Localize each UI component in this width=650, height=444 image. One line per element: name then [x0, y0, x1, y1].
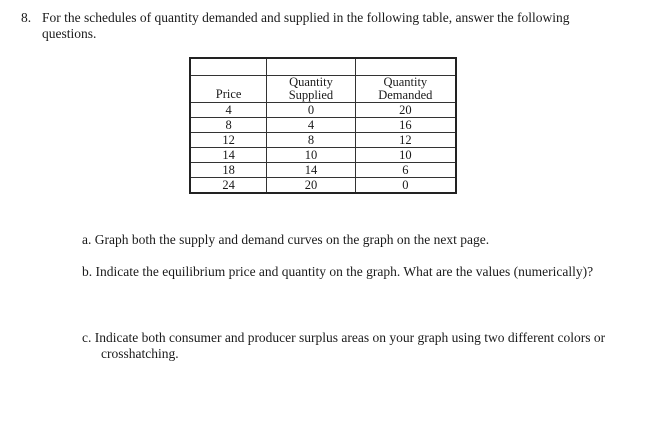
demanded-cell: 10 — [355, 148, 456, 163]
table-row — [190, 178, 456, 194]
supplied-cell: 0 — [267, 103, 355, 118]
price-cell: 18 — [190, 163, 267, 178]
table-cell-empty — [267, 58, 355, 76]
header-price: Price — [190, 76, 267, 103]
demanded-cell: 6 — [355, 163, 456, 178]
header-quantity-supplied: Quantity Supplied — [267, 76, 355, 103]
table-cell-empty — [355, 58, 456, 76]
price-cell: 4 — [190, 103, 267, 118]
header-quantity-demanded: Quantity Demanded — [355, 76, 456, 103]
table-row — [190, 148, 456, 163]
supply-demand-schedule-table — [189, 57, 457, 194]
supplied-cell: 10 — [267, 148, 355, 163]
question-prompt: For the schedules of quantity demanded and supplied in the following table, answer the following questions. — [42, 10, 570, 41]
supplied-cell: 8 — [267, 133, 355, 148]
table-row — [190, 103, 456, 118]
price-cell: 14 — [190, 148, 267, 163]
table-row — [190, 118, 456, 133]
table-cell-empty — [190, 58, 267, 76]
price-cell: 24 — [190, 178, 267, 194]
demanded-cell: 16 — [355, 118, 456, 133]
price-cell: 12 — [190, 133, 267, 148]
price-cell: 8 — [190, 118, 267, 133]
part-c-text: c. Indicate both consumer and producer surplus areas on your graph using two different colors or crosshatching. — [82, 330, 606, 361]
supplied-cell: 4 — [267, 118, 355, 133]
table-header-row — [190, 76, 456, 103]
schedule-table-container — [189, 57, 457, 194]
supplied-cell: 14 — [267, 163, 355, 178]
question-number: 8. — [21, 10, 32, 25]
part-b — [82, 264, 622, 280]
supplied-cell: 20 — [267, 178, 355, 194]
part-b-text: b. Indicate the equilibrium price and quantity on the graph. What are the values (numerically)? — [82, 264, 594, 279]
table-row — [190, 163, 456, 178]
part-a — [82, 232, 622, 248]
part-c — [82, 330, 622, 362]
demanded-cell: 20 — [355, 103, 456, 118]
table-row — [190, 133, 456, 148]
demanded-cell: 12 — [355, 133, 456, 148]
table-top-row — [190, 58, 456, 76]
question-8 — [21, 10, 602, 42]
demanded-cell: 0 — [355, 178, 456, 194]
part-a-text: a. Graph both the supply and demand curves on the graph on the next page. — [82, 232, 490, 247]
